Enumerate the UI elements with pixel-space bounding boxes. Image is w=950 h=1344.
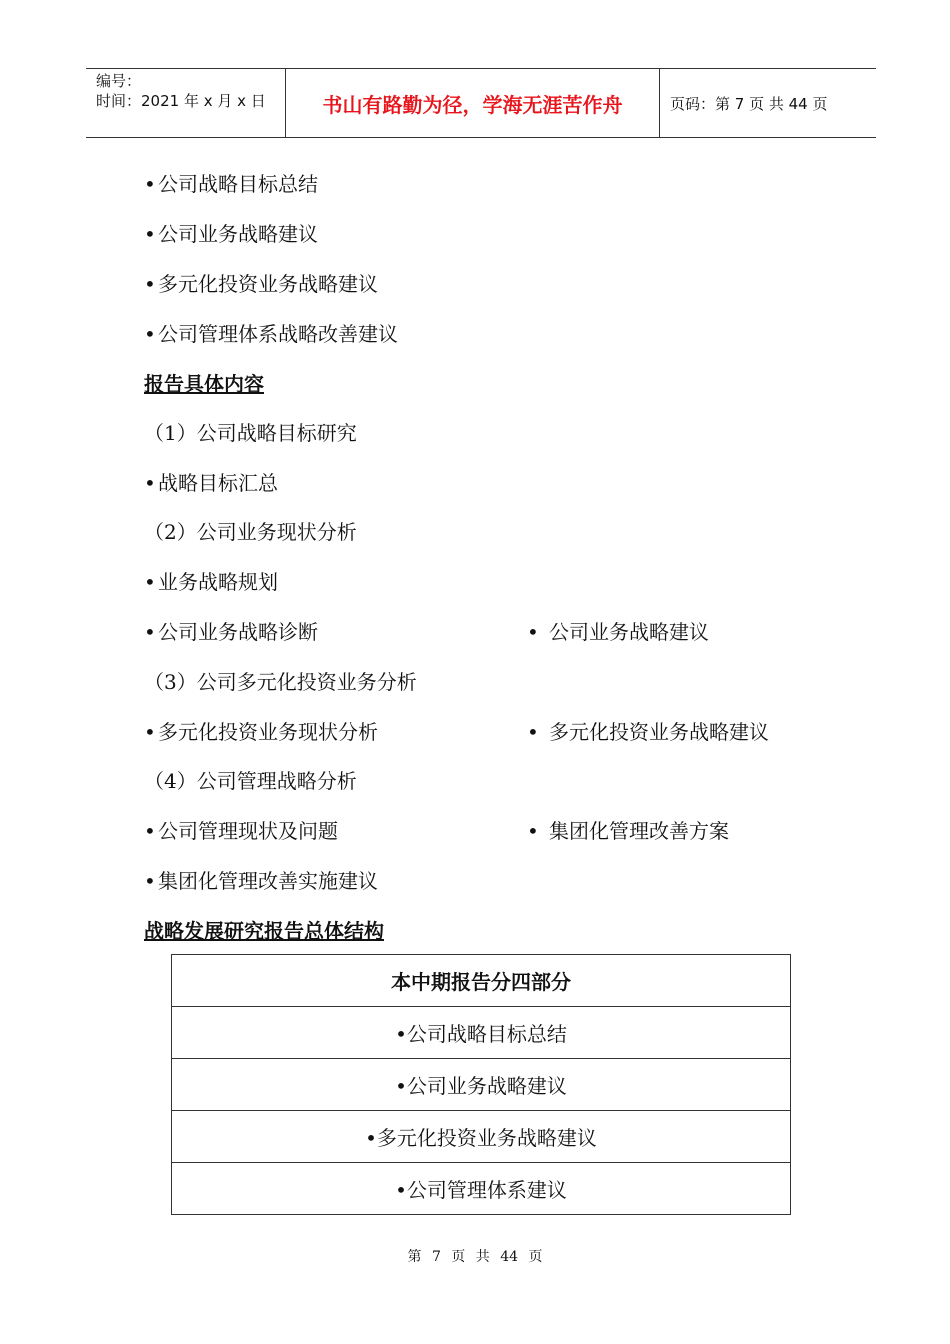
table-row — [172, 1059, 791, 1111]
bullet-icon: • — [144, 570, 156, 594]
table-cell: •公司业务战略建议 — [172, 1059, 791, 1111]
bullet-icon: • — [144, 620, 156, 644]
page-header — [86, 68, 876, 138]
section-title: （1）公司战略目标研究 — [144, 421, 357, 445]
list-item: • 集团化管理改善方案 — [527, 819, 729, 843]
header-meta — [86, 69, 286, 137]
section-title: （2）公司业务现状分析 — [144, 520, 357, 544]
summary-item: • 公司业务战略建议 — [144, 222, 318, 246]
bullet-icon: • — [527, 819, 539, 843]
list-item: • 多元化投资业务战略建议 — [527, 720, 769, 744]
list-item: • 公司业务战略诊断 — [144, 620, 318, 644]
list-item: • 公司业务战略建议 — [527, 620, 709, 644]
bullet-icon: • — [144, 172, 156, 196]
list-item: • 战略目标汇总 — [144, 471, 278, 495]
summary-item: • 多元化投资业务战略建议 — [144, 272, 378, 296]
content-heading: 报告具体内容 — [144, 372, 264, 396]
table-row — [172, 1111, 791, 1163]
section-title: （4）公司管理战略分析 — [144, 769, 357, 793]
bullet-icon: • — [144, 720, 156, 744]
bullet-icon: • — [144, 819, 156, 843]
structure-table — [171, 954, 791, 1215]
table-row — [172, 1007, 791, 1059]
table-cell: •多元化投资业务战略建议 — [172, 1111, 791, 1163]
list-item: • 业务战略规划 — [144, 570, 278, 594]
list-item: • 多元化投资业务现状分析 — [144, 720, 378, 744]
table-header-cell: 本中期报告分四部分 — [172, 955, 791, 1007]
header-page-info: 页码：第 7 页 共 44 页 — [670, 94, 828, 113]
summary-item: • 公司管理体系战略改善建议 — [144, 322, 398, 346]
bullet-icon: • — [144, 272, 156, 296]
time-label: 时间：2021 年 x 月 x 日 — [96, 92, 266, 110]
section-title: （3）公司多元化投资业务分析 — [144, 670, 417, 694]
table-row — [172, 1163, 791, 1215]
structure-heading: 战略发展研究报告总体结构 — [144, 919, 384, 943]
bullet-icon: • — [144, 222, 156, 246]
page-footer: 第 7 页 共 44 页 — [407, 1249, 543, 1265]
bullet-icon: • — [527, 720, 539, 744]
header-motto: 书山有路勤为径，学海无涯苦作舟 — [286, 69, 660, 137]
bullet-icon: • — [527, 620, 539, 644]
number-label: 编号： — [96, 72, 142, 90]
table-cell: •公司管理体系建议 — [172, 1163, 791, 1215]
table-cell: •公司战略目标总结 — [172, 1007, 791, 1059]
bullet-icon: • — [144, 869, 156, 893]
list-item: • 公司管理现状及问题 — [144, 819, 338, 843]
bullet-icon: • — [144, 471, 156, 495]
bullet-icon: • — [144, 322, 156, 346]
table-row — [172, 955, 791, 1007]
summary-item: • 公司战略目标总结 — [144, 172, 318, 196]
list-item: • 集团化管理改善实施建议 — [144, 869, 378, 893]
